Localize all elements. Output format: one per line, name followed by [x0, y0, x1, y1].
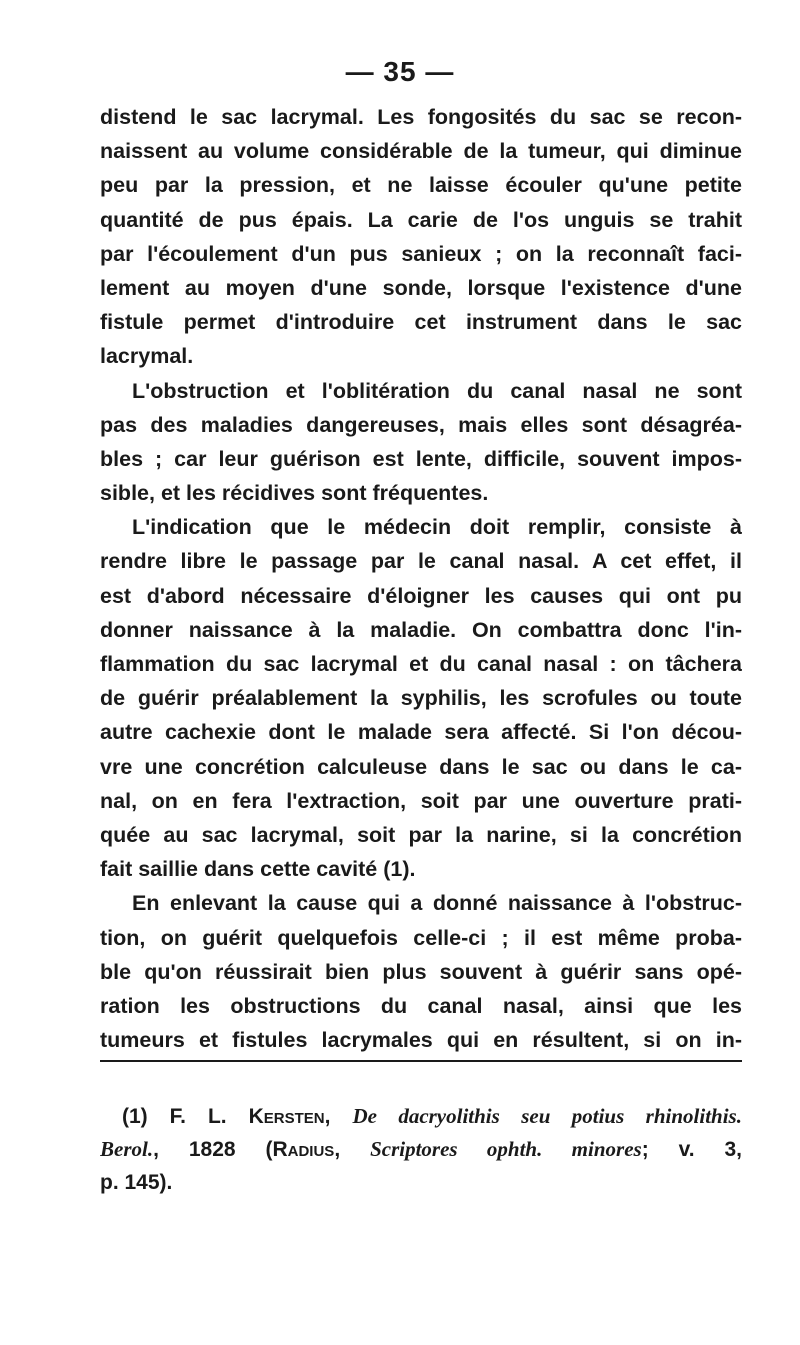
text-line: bles ; car leur guérison est lente, difficile, souvent impos-: [100, 446, 742, 471]
text-line: nal, on en fera l'extraction, soit par une ouverture prati-: [100, 788, 742, 813]
footnote-line: [100, 1133, 742, 1166]
text-line: de guérir préalablement la syphilis, les scrofules ou toute: [100, 686, 742, 711]
footnote: [100, 1100, 742, 1199]
text-line: par l'écoulement d'un pus sanieux ; on la reconnaît faci-: [100, 241, 742, 266]
footnote-marker: (1): [122, 1105, 148, 1128]
text-line: L'indication que le médecin doit remplir, consiste à: [132, 515, 742, 540]
text-line: L'obstruction et l'oblitération du canal nasal ne sont: [132, 378, 742, 403]
text-line: lement au moyen d'une sonde, lorsque l'existence d'une: [100, 275, 742, 300]
text-line: rendre libre le passage par le canal nasal. A cet effet, il: [100, 549, 742, 574]
footnote-date: , 1828 (: [153, 1138, 273, 1161]
footnote-line: [100, 1100, 742, 1133]
text-line: fait saillie dans cette cavité (1).: [100, 857, 416, 882]
text-line: peu par la pression, et ne laisse écouler qu'une petite: [100, 173, 742, 198]
footnote-place: Berol.: [100, 1137, 154, 1161]
text-line: tumeurs et fistules lacrymales qui en résultent, si on in-: [100, 1028, 742, 1053]
text-line: quantité de pus épais. La carie de l'os unguis se trahit: [100, 207, 742, 232]
body-text: [100, 100, 742, 1057]
text-line: naissent au volume considérable de la tumeur, qui diminue: [100, 139, 742, 164]
text-line: fistule permet d'introduire cet instrument dans le sac: [100, 310, 742, 335]
footnote-series: Scriptores ophth. minores: [370, 1137, 642, 1161]
footnote-author: F. L. Kersten: [169, 1105, 325, 1128]
text-line: ration les obstructions du canal nasal, ainsi que les: [100, 993, 742, 1018]
text-line: donner naissance à la maladie. On combattra donc l'in-: [100, 617, 742, 642]
text-line: En enlevant la cause qui a donné naissance à l'obstruc-: [132, 891, 742, 916]
text-line: est d'abord nécessaire d'éloigner les causes qui ont pu: [100, 583, 742, 608]
text-line: sible, et les récidives sont fréquentes.: [100, 481, 489, 506]
footnote-separator: ,: [334, 1138, 341, 1161]
text-line: flammation du sac lacrymal et du canal nasal : on tâchera: [100, 652, 742, 676]
text-line: ble qu'on réussirait bien plus souvent à guérir sans opé-: [100, 959, 742, 984]
text-line: lacrymal.: [100, 344, 194, 369]
footnote-divider: [100, 1060, 742, 1062]
footnote-volume: ; v. 3,: [641, 1138, 742, 1161]
text-line: distend le sac lacrymal. Les fongosités du sac se recon-: [100, 105, 742, 129]
text-line: autre cachexie dont le malade sera affecté. Si l'on décou-: [100, 720, 742, 745]
text-line: quée au sac lacrymal, soit par la narine, si la concrétion: [100, 822, 742, 847]
text-line: vre une concrétion calculeuse dans le sac ou dans le ca-: [100, 754, 742, 779]
page-number: — 35 —: [345, 56, 455, 87]
footnote-editor: Radius: [272, 1138, 335, 1161]
footnote-line: p. 145).: [100, 1171, 173, 1194]
text-line: tion, on guérit quelquefois celle-ci ; il est même proba-: [100, 925, 742, 950]
footnote-work-title: De dacryolithis seu potius rhinolithis.: [352, 1104, 742, 1128]
text-line: pas des maladies dangereuses, mais elles sont désagréa-: [100, 412, 742, 437]
footnote-separator: ,: [324, 1105, 331, 1128]
